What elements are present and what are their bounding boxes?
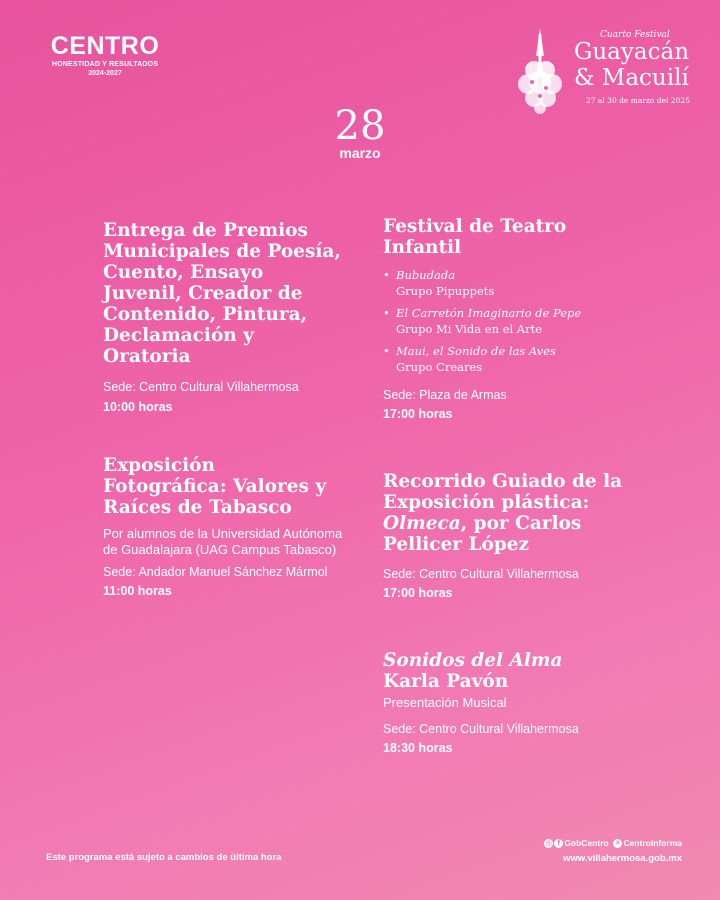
- event-description: Por alumnos de la Universidad Autónoma de Guadalajara (UAG Campus Tabasco): [103, 526, 343, 557]
- act-title: Bubudada: [396, 268, 456, 282]
- event-time: 17:00 horas: [383, 586, 453, 600]
- act-list: [383, 267, 643, 375]
- event-description: Presentación Musical: [383, 695, 507, 710]
- title-part2: , por Carlos Pellicer López: [383, 513, 582, 555]
- social-handle-2[interactable]: CentroInforma: [623, 838, 682, 848]
- social-handles: [510, 838, 682, 848]
- event-venue: Sede: Andador Manuel Sánchez Mármol: [103, 565, 328, 579]
- logo-years: 2024-2027: [88, 70, 122, 77]
- festival-logo: [510, 26, 700, 116]
- list-item: • El Carretón Imaginario de Pepe Grupo Mi Vida en el Arte: [383, 305, 643, 337]
- event-time: 17:00 horas: [383, 407, 453, 421]
- event-venue: Sede: Plaza de Armas: [383, 388, 507, 402]
- list-item: • Bubudada Grupo Pipuppets: [383, 267, 643, 299]
- act-group: Grupo Pipuppets: [396, 284, 495, 298]
- act-title: El Carretón Imaginario de Pepe: [396, 306, 582, 320]
- act-group: Grupo Mi Vida en el Arte: [396, 322, 543, 336]
- event-premios: [103, 220, 343, 415]
- event-time: 11:00 horas: [103, 584, 172, 598]
- event-title: Entrega de Premios Municipales de Poesía, Cuento, Ensayo Juvenil, Creador de Contenido, Pintura, Declamación y Oratoria: [103, 220, 341, 367]
- logo-tagline: HONESTIDAD Y RESULTADOS: [51, 61, 159, 68]
- flower-bouquet-icon: [510, 26, 570, 116]
- festival-name-line2: & Macuilí: [574, 65, 689, 91]
- logo-name: CENTRO: [50, 32, 160, 60]
- facebook-icon: f: [554, 839, 563, 848]
- x-icon: ✕: [615, 840, 621, 848]
- title-part1: Recorrido Guiado de la Exposición plástica:: [383, 471, 623, 513]
- event-venue: Sede: Centro Cultural Villahermosa: [103, 380, 299, 394]
- date-month: marzo: [339, 145, 381, 161]
- festival-edition: Cuarto Festival: [600, 30, 670, 40]
- title-part2: Karla Pavón: [383, 671, 509, 692]
- list-item: • Maui, el Sonido de las Aves Grupo Creares: [383, 343, 643, 375]
- date-day: 28: [334, 103, 386, 149]
- social-handle-1[interactable]: GobCentro: [564, 838, 609, 848]
- event-sonidos-del-alma: [383, 650, 643, 756]
- event-time: 18:30 horas: [383, 741, 453, 755]
- event-title: [383, 650, 643, 692]
- instagram-icon: ◎: [545, 840, 552, 848]
- act-group: Grupo Creares: [396, 360, 483, 374]
- website-link[interactable]: www.villahermosa.gob.mx: [563, 853, 682, 864]
- festival-dates: 27 al 30 de marzo del 2025: [586, 96, 690, 105]
- act-title: Maui, el Sonido de las Aves: [396, 344, 556, 358]
- date-block: [300, 104, 420, 160]
- title-italic: Sonidos del Alma: [383, 650, 563, 671]
- event-title: Festival de Teatro Infantil: [383, 216, 567, 258]
- event-venue: Sede: Centro Cultural Villahermosa: [383, 567, 579, 581]
- title-italic: Olmeca: [383, 513, 461, 534]
- event-exposicion-fotografica: [103, 455, 343, 599]
- event-time: 10:00 horas: [103, 400, 173, 414]
- event-title: [383, 471, 643, 555]
- event-venue: Sede: Centro Cultural Villahermosa: [383, 722, 579, 736]
- event-title: Exposición Fotográfica: Valores y Raíces de Tabasco: [103, 455, 327, 518]
- festival-name-line1: Guayacán: [574, 39, 690, 65]
- event-recorrido-guiado: [383, 471, 643, 601]
- disclaimer: Este programa está sujeto a cambios de última hora: [46, 852, 282, 863]
- event-teatro-infantil: [383, 216, 643, 422]
- centro-logo: [40, 34, 170, 78]
